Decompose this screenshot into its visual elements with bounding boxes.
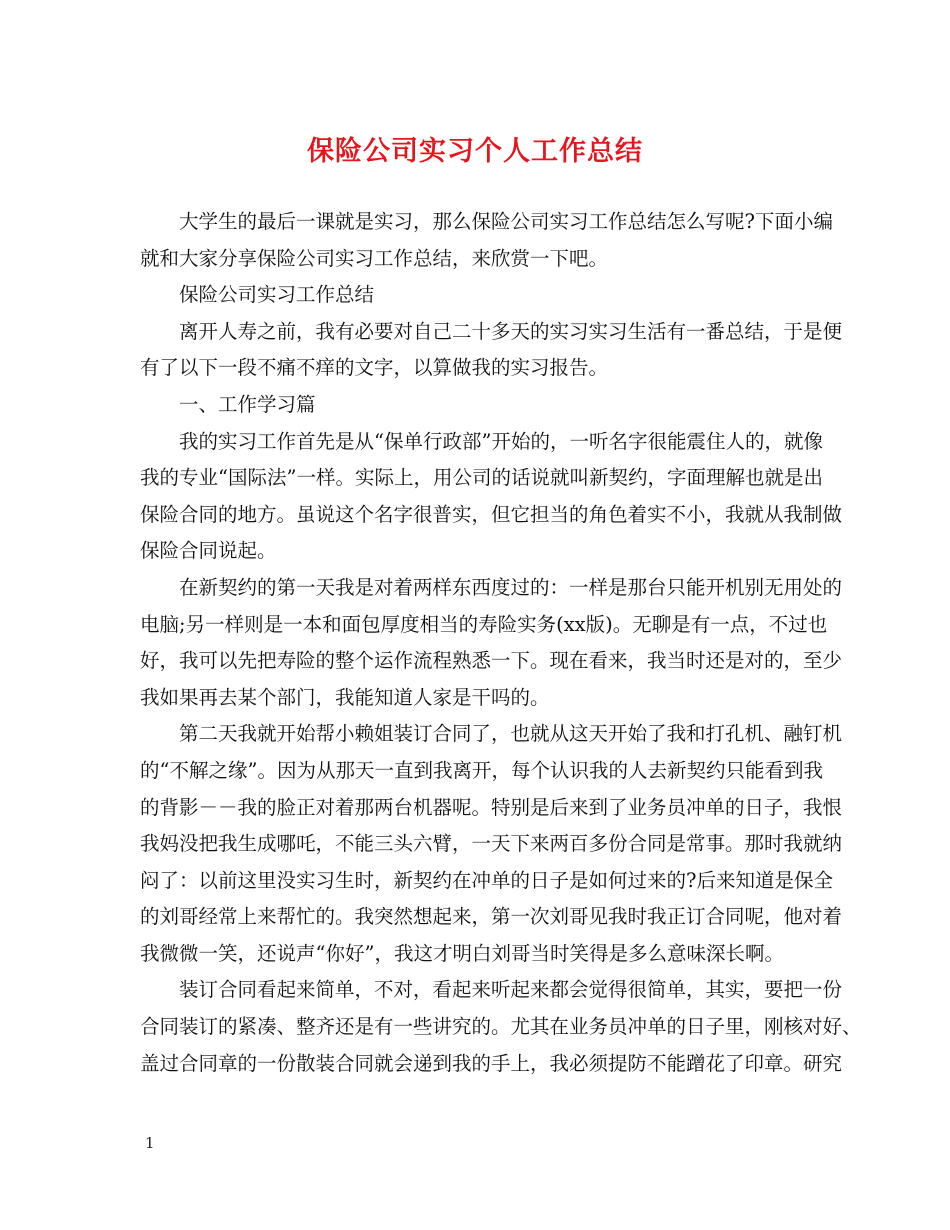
text-line: 装订合同看起来简单，不对，看起来听起来都会觉得很简单，其实，要把一份 [179, 978, 843, 1002]
document-body [140, 204, 862, 1082]
text-line: 大学生的最后一课就是实习，那么保险公司实习工作总结怎么写呢?下面小编 [179, 210, 833, 233]
text-line: 盖过合同章的一份散装合同就会递到我的手上，我必须提防不能蹭花了印章。研究 [140, 1051, 843, 1075]
text-line: 第二天我就开始帮小赖姐装订合同了，也就从这天开始了我和打孔机、融钉机 [179, 722, 843, 746]
text-line: 的“不解之缘”。因为从那天一直到我离开，每个认识我的人去新契约只能看到我 [140, 758, 823, 782]
text-line: 保险公司实习工作总结 [179, 283, 375, 307]
text-line: 合同装订的紧凑、整齐还是有一些讲究的。尤其在业务员冲单的日子里，刚核对好、 [140, 1015, 862, 1039]
text-line: 在新契约的第一天我是对着两样东西度过的：一样是那台只能开机别无用处的 [179, 575, 843, 599]
text-line: 电脑;另一样则是一本和面包厚度相当的寿险实务(xx版)。无聊是有一点，不过也 [140, 612, 828, 636]
text-line: 的刘哥经常上来帮忙的。我突然想起来，第一次刘哥见我时我正订合同呢，他对着 [140, 905, 843, 929]
text-line: 我的实习工作首先是从“保单行政部”开始的，一听名字很能震住人的，就像 [179, 429, 823, 453]
text-line: 我妈没把我生成哪吒，不能三头六臂，一天下来两百多份合同是常事。那时我就纳 [140, 832, 843, 856]
text-line: 一、工作学习篇 [179, 392, 316, 416]
text-line: 闷了：以前这里没实习生时，新契约在冲单的日子是如何过来的?后来知道是保全 [140, 868, 833, 892]
text-line: 就和大家分享保险公司实习工作总结，来欣赏一下吧。 [140, 246, 609, 270]
text-line: 好，我可以先把寿险的整个运作流程熟悉一下。现在看来，我当时还是对的，至少 [140, 649, 843, 673]
text-line: 保险合同的地方。虽说这个名字很普实，但它担当的角色着实不小，我就从我制做 [140, 502, 843, 526]
text-line: 我的专业“国际法”一样。实际上，用公司的话说就叫新契约，字面理解也就是出 [140, 466, 823, 490]
document-title: 保险公司实习个人工作总结 [307, 136, 643, 167]
page-number: 1 [145, 1134, 155, 1152]
text-line: 离开人寿之前，我有必要对自己二十多天的实习实习生活有一番总结，于是便 [179, 319, 843, 343]
text-line: 我微微一笑，还说声“你好”，我这才明白刘哥当时笑得是多么意味深长啊。 [140, 941, 784, 965]
text-line: 的背影－－我的脸正对着那两台机器呢。特别是后来到了业务员冲单的日子，我恨 [140, 795, 843, 819]
text-line: 保险合同说起。 [140, 539, 277, 563]
text-line: 有了以下一段不痛不痒的文字，以算做我的实习报告。 [140, 356, 609, 380]
text-line: 我如果再去某个部门，我能知道人家是干吗的。 [140, 685, 550, 709]
